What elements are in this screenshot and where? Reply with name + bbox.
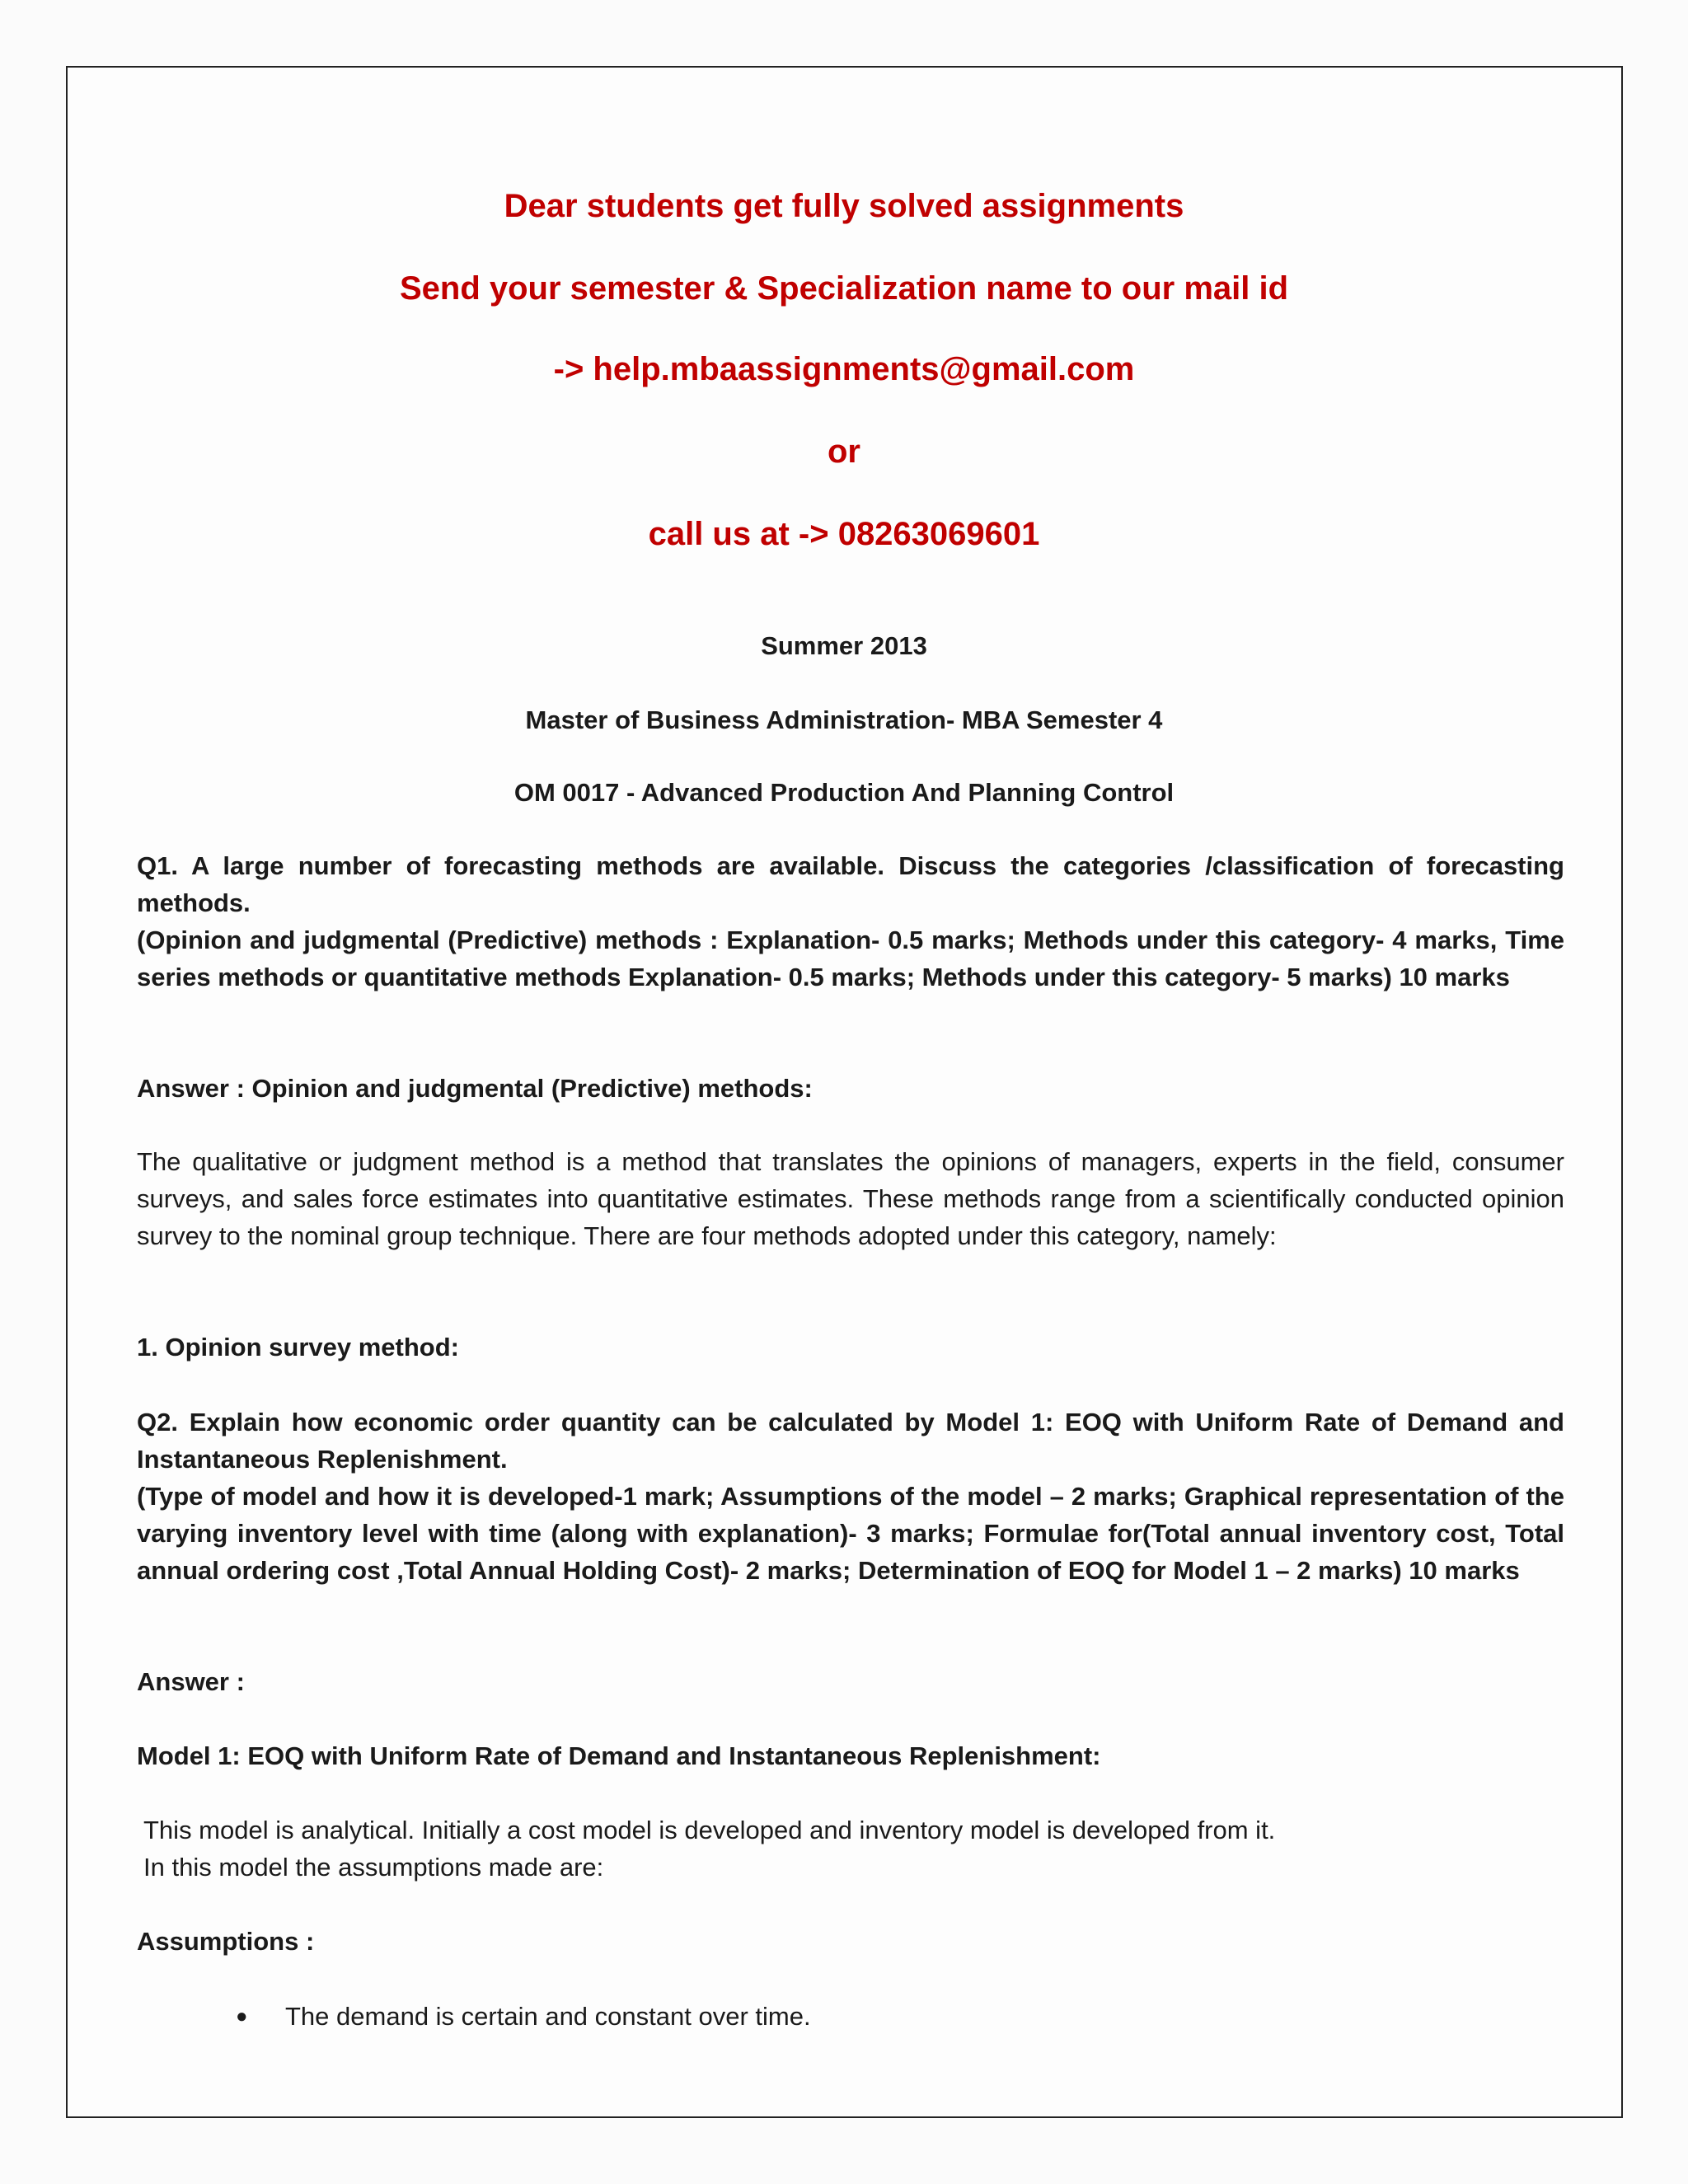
q2-marks: (Type of model and how it is developed-1 mark; Assumptions of the model – 2 marks; Graphical representation of the varying inventory level with time (along with explanation)- 3 marks; Formulae for(Total annual inventory cost, Total annual ordering cost ,Total Annual Holding Cost)- 2 marks; Determination of EOQ for Model 1 – 2 marks) 10 marks: [137, 1482, 1564, 1585]
promo-phone: call us at -> 08263069601: [648, 516, 1040, 552]
term-heading: Summer 2013: [761, 631, 927, 660]
promo-or: or: [828, 434, 860, 470]
bullet-dot-icon: ●: [236, 2005, 248, 2027]
q2-model-line-1: This model is analytical. Initially a cost model is developed and inventory model is developed from it.: [143, 1816, 1276, 1844]
promo-email: -> help.mbaassignments@gmail.com: [553, 351, 1135, 387]
q1-answer-heading: Answer : Opinion and judgmental (Predictive) methods:: [137, 1074, 813, 1103]
program-heading: Master of Business Administration- MBA Semester 4: [525, 705, 1163, 734]
q2-answer-label: Answer :: [137, 1667, 245, 1696]
q2-model-heading: Model 1: EOQ with Uniform Rate of Demand and Instantaneous Replenishment:: [137, 1741, 1101, 1770]
q1-answer-body: The qualitative or judgment method is a method that translates the opinions of managers, experts in the field, consumer surveys, and sales force estimates into quantitative estimates. These methods range from a scientifically conducted opinion survey to the nominal group technique. There are four methods adopted under this category, namely:: [137, 1147, 1564, 1250]
q2-model-line-2: In this model the assumptions made are:: [143, 1853, 604, 1882]
promo-line-1: Dear students get fully solved assignments: [504, 188, 1184, 224]
q2-assumptions-heading: Assumptions :: [137, 1927, 315, 1956]
q1-marks: (Opinion and judgmental (Predictive) methods : Explanation- 0.5 marks; Methods under this category- 4 marks, Time series methods or quantitative methods Explanation- 0.5 marks; Methods under this category- 5 marks) 10 marks: [137, 926, 1564, 991]
q1-method-1: 1. Opinion survey method:: [137, 1333, 459, 1361]
assumption-item-1: The demand is certain and constant over time.: [285, 2002, 811, 2031]
course-heading: OM 0017 - Advanced Production And Planning Control: [513, 778, 1175, 807]
q2-question: Q2. Explain how economic order quantity can be calculated by Model 1: EOQ with Uniform Rate of Demand and Instantaneous Replenishment.: [137, 1408, 1564, 1474]
promo-line-2: Send your semester & Specialization name to our mail id: [399, 270, 1289, 307]
q1-question: Q1. A large number of forecasting methods are available. Discuss the categories /classification of forecasting methods.: [137, 851, 1564, 917]
